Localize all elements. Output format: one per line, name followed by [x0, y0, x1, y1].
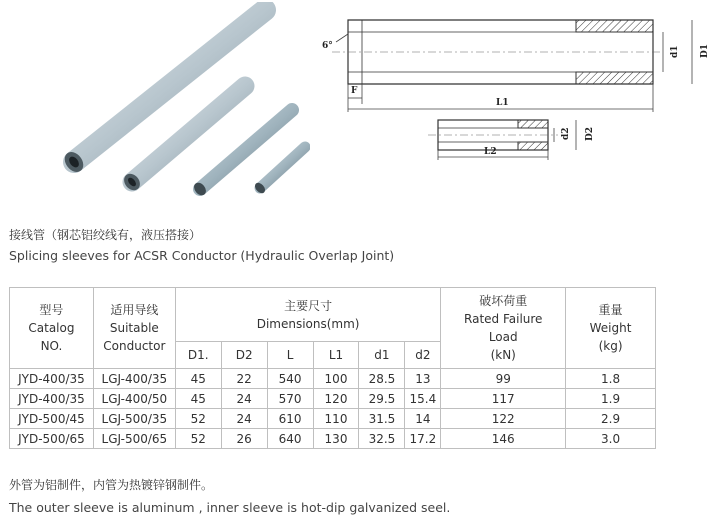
- cell-L1: 120: [313, 389, 359, 409]
- load-header-cn: 破坏荷重: [479, 294, 528, 308]
- cell-L: 640: [267, 429, 313, 449]
- d1-label: d1: [670, 45, 680, 58]
- cell-D1: 52: [175, 409, 221, 429]
- cell-conductor: LGJ-400/35: [93, 369, 175, 389]
- f-label: F: [351, 86, 358, 96]
- weight-header: [566, 288, 656, 369]
- cell-L: 540: [267, 369, 313, 389]
- d2-label: d2: [561, 127, 571, 140]
- sleeves-photo-svg: [60, 2, 310, 202]
- table-row: [10, 389, 656, 409]
- footer-note-english: The outer sleeve is aluminum , inner sleeve is hot-dip galvanized seel.: [9, 500, 451, 515]
- subheader-d1: d1: [359, 342, 405, 369]
- cell-conductor: LGJ-500/65: [93, 429, 175, 449]
- cell-weight: 1.8: [566, 369, 656, 389]
- table-row: [10, 369, 656, 389]
- inner-sleeve-small: [253, 147, 305, 195]
- footer-note-chinese: 外管为铝制件，内管为热镀锌钢制件。: [9, 478, 214, 492]
- cell-D2: 26: [221, 429, 267, 449]
- cell-D2: 24: [221, 389, 267, 409]
- weight-header-en: Weight: [589, 321, 632, 335]
- subheader-D1: D1.: [175, 342, 221, 369]
- subheader-D2: D2: [221, 342, 267, 369]
- weight-header-cn: 重量: [598, 303, 623, 317]
- catalog-header: [10, 288, 94, 369]
- cell-L: 570: [267, 389, 313, 409]
- cell-d1: 31.5: [359, 409, 405, 429]
- cell-d1: 32.5: [359, 429, 405, 449]
- angle-label: 6°: [322, 41, 333, 51]
- cell-D2: 24: [221, 409, 267, 429]
- outer-sleeve-drawing: [332, 20, 663, 84]
- conductor-header-en: Suitable: [109, 321, 159, 335]
- cell-weight: 1.9: [566, 389, 656, 409]
- dimensions-header-cn: 主要尺寸: [284, 298, 333, 313]
- cell-L1: 100: [313, 369, 359, 389]
- product-photo: [60, 2, 310, 202]
- cell-conductor: LGJ-400/50: [93, 389, 175, 409]
- cell-weight: 2.9: [566, 409, 656, 429]
- cell-L1: 110: [313, 409, 359, 429]
- header-row: [10, 288, 656, 342]
- conductor-header-en2: Conductor: [103, 339, 166, 353]
- technical-drawing: [318, 12, 718, 162]
- cell-catalog: JYD-500/45: [10, 409, 94, 429]
- cell-catalog: JYD-400/35: [10, 389, 94, 409]
- dimensions-header: [175, 288, 441, 342]
- cell-d2: 14: [405, 409, 441, 429]
- dimensions-header-en: Dimensions(mm): [256, 316, 360, 331]
- cell-d2: 17.2: [405, 429, 441, 449]
- conductor-header: [93, 288, 175, 369]
- heading-english: Splicing sleeves for ACSR Conductor (Hydraulic Overlap Joint): [9, 248, 395, 263]
- cell-load: 146: [441, 429, 566, 449]
- D1-label: D1: [700, 43, 710, 58]
- spec-table: [9, 287, 656, 449]
- weight-header-unit: (kg): [598, 339, 623, 353]
- l2-label: L2: [484, 147, 497, 157]
- D2-label: D2: [585, 126, 595, 141]
- l1-label: L1: [496, 98, 509, 108]
- cell-D1: 45: [175, 369, 221, 389]
- cell-D2: 22: [221, 369, 267, 389]
- drawing-svg: [318, 12, 718, 162]
- catalog-header-cn: 型号: [39, 303, 64, 317]
- cell-weight: 3.0: [566, 429, 656, 449]
- cell-d1: 29.5: [359, 389, 405, 409]
- cell-d2: 13: [405, 369, 441, 389]
- cell-load: 99: [441, 369, 566, 389]
- catalog-header-no: NO.: [40, 339, 63, 353]
- load-header: [441, 288, 566, 369]
- cell-load: 122: [441, 409, 566, 429]
- angle-dimension-line: [336, 34, 348, 42]
- subheader-L1: L1: [313, 342, 359, 369]
- inner-sleeve-drawing: [428, 120, 558, 150]
- heading-chinese: 接线管（钢芯铝绞线有，液压搭接）: [9, 228, 202, 242]
- subheader-L: L: [267, 342, 313, 369]
- cell-d2: 15.4: [405, 389, 441, 409]
- cell-load: 117: [441, 389, 566, 409]
- cell-d1: 28.5: [359, 369, 405, 389]
- cell-L1: 130: [313, 429, 359, 449]
- cell-conductor: LGJ-500/35: [93, 409, 175, 429]
- cell-catalog: JYD-500/65: [10, 429, 94, 449]
- load-header-en: Rated Failure: [464, 312, 543, 326]
- cell-D1: 45: [175, 389, 221, 409]
- catalog-header-en: Catalog: [28, 321, 75, 335]
- conductor-header-cn: 适用导线: [110, 303, 159, 317]
- table-row: [10, 409, 656, 429]
- subheader-d2: d2: [405, 342, 441, 369]
- cell-L: 610: [267, 409, 313, 429]
- load-header-en2: Load: [488, 330, 518, 344]
- load-header-unit: (kN): [490, 348, 516, 362]
- cell-D1: 52: [175, 429, 221, 449]
- table-row: [10, 429, 656, 449]
- cell-catalog: JYD-400/35: [10, 369, 94, 389]
